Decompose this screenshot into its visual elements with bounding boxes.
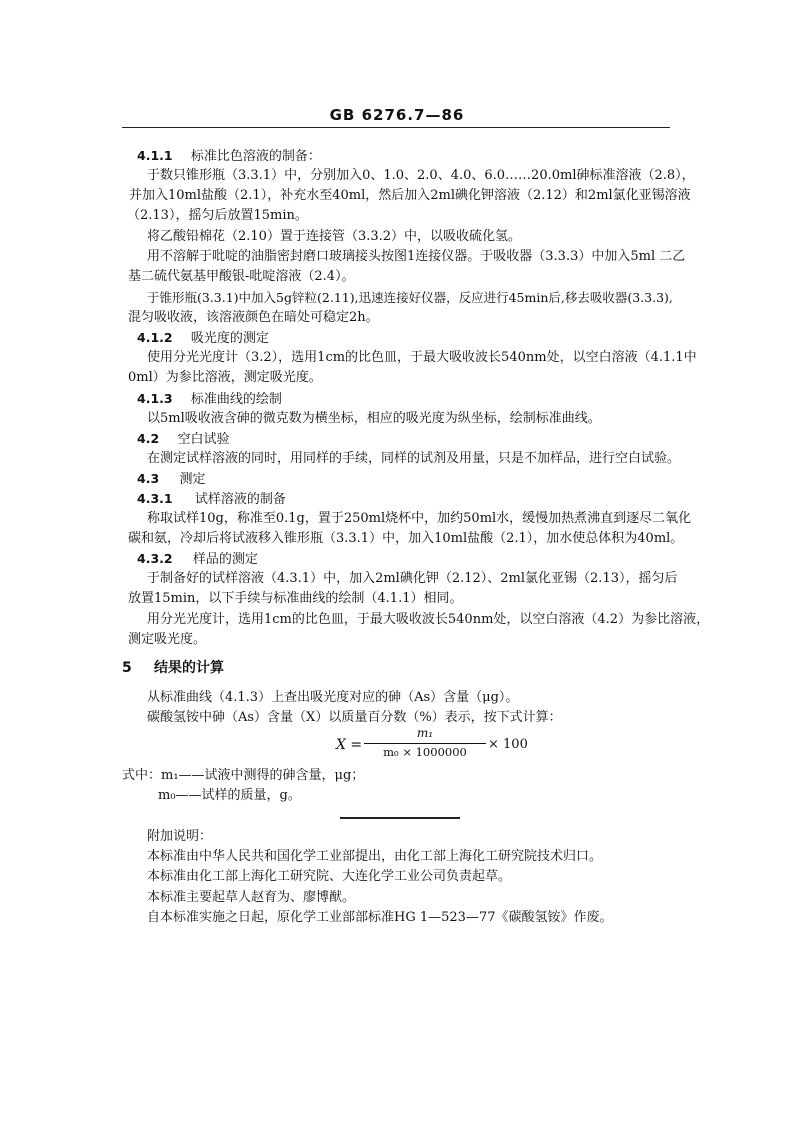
formula-variable-m0: m₀——试样的质量，g。 — [158, 788, 301, 803]
section-title: 吸光度的测定 — [190, 331, 269, 346]
paragraph-line: 基二硫代氨基甲酸银-吡啶溶液（2.4）。 — [128, 269, 355, 284]
section-4-3-heading — [137, 471, 205, 488]
section-title: 测定 — [179, 472, 206, 487]
section-number: 4.1.2 — [137, 330, 173, 345]
formula-numerator: m₁ — [416, 726, 434, 740]
section-4-2-heading — [137, 431, 229, 448]
section-title: 试样溶液的制备 — [194, 492, 286, 507]
paragraph-line: 于锥形瓶(3.3.1)中加入5g锌粒(2.11),迅速连接好仪器，反应进行45min后,移去吸收器(3.3.3), — [147, 290, 673, 305]
paragraph-line: 将乙酸铅棉花（2.10）置于连接管（3.3.2）中，以吸收硫化氢。 — [147, 229, 522, 244]
section-number: 4.1.3 — [137, 391, 173, 406]
paragraph-line: 从标准曲线（4.1.3）上查出吸光度对应的砷（As）含量（μg）。 — [147, 690, 519, 705]
section-number: 5 — [122, 660, 132, 676]
section-title: 空白试验 — [177, 432, 230, 447]
section-4-1-1-heading — [137, 148, 321, 165]
paragraph-line: 混匀吸收液，该溶液颜色在暗处可稳定2h。 — [128, 310, 379, 325]
section-title: 样品的测定 — [192, 552, 258, 567]
paragraph-line: 使用分光光度计（3.2），选用1cm的比色皿，于最大吸收波长540nm处，以空白溶液（4.1.1中 — [147, 350, 697, 365]
notes-title: 附加说明： — [147, 829, 213, 844]
section-number: 4.1.1 — [137, 148, 173, 163]
section-number: 4.3.1 — [137, 491, 173, 506]
paragraph-line: 在测定试样溶液的同时，用同样的手续，同样的试剂及用量，只是不加样品，进行空白试验。 — [147, 451, 681, 466]
fraction-bar — [364, 743, 486, 744]
formula-denominator: m₀ × 1000000 — [383, 745, 467, 759]
arsenic-content-formula — [336, 726, 528, 762]
paragraph-line: 0ml）为参比溶液，测定吸光度。 — [128, 370, 322, 385]
section-title: 标准曲线的绘制 — [190, 392, 282, 407]
note-line: 本标准由化工部上海化工研究院、大连化学工业公司负责起草。 — [147, 869, 512, 884]
formula-variable-m1: 式中：m₁——试液中测得的砷含量，μg； — [122, 768, 365, 783]
paragraph-line: 称取试样10g，称准至0.1g，置于250ml烧杯中，加约50ml水，缓慢加热煮沸直到逐尽二氧化 — [147, 511, 692, 526]
paragraph-line: 并加入10ml盐酸（2.1），补充水至40ml，然后加入2ml碘化钾溶液（2.12）和2ml氯化亚锡溶液 — [129, 188, 691, 203]
paragraph-line: （2.13），摇匀后放置15min。 — [127, 208, 308, 223]
section-number: 4.3 — [137, 471, 160, 486]
end-of-text-rule — [340, 817, 460, 819]
section-4-3-1-heading — [137, 491, 286, 508]
section-5-heading — [122, 660, 224, 677]
standard-number-header: GB 6276.7—86 — [329, 106, 465, 124]
paragraph-line: 碳和氨，冷却后将试液移入锥形瓶（3.3.1）中，加入10ml盐酸（2.1），加水使总体积为40ml。 — [128, 531, 684, 546]
section-4-1-2-heading — [137, 330, 269, 347]
formula-multiplier: × 100 — [488, 737, 528, 752]
paragraph-line: 放置15min，以下手续与标准曲线的绘制（4.1.1）相同。 — [128, 591, 463, 606]
section-number: 4.3.2 — [137, 551, 173, 566]
section-4-3-2-heading — [137, 551, 258, 568]
formula-lhs: X = — [336, 737, 363, 753]
paragraph-line: 测定吸光度。 — [128, 632, 207, 647]
header-rule — [122, 127, 670, 128]
section-4-1-3-heading — [137, 391, 282, 408]
note-line: 本标准由中华人民共和国化学工业部提出，由化工部上海化工研究院技术归口。 — [147, 849, 603, 864]
paragraph-line: 以5ml吸收液含砷的微克数为横坐标，相应的吸光度为纵坐标，绘制标准曲线。 — [147, 411, 601, 426]
note-line: 自本标准实施之日起，原化学工业部部标准HG 1—523—77《碳酸氢铵》作废。 — [147, 910, 613, 925]
paragraph-line: 于数只锥形瓶（3.3.1）中，分别加入0、1.0、2.0、4.0、6.0……20.0ml砷标准溶液（2.8）， — [147, 168, 695, 183]
section-title: 标准比色溶液的制备： — [190, 149, 321, 164]
paragraph-line: 用不溶解于吡啶的油脂密封磨口玻璃接头按图1连接仪器。于吸收器（3.3.3）中加入5ml 二乙 — [147, 249, 686, 264]
paragraph-line: 用分光光度计，选用1cm的比色皿，于最大吸收波长540nm处，以空白溶液（4.2）为参比溶液， — [147, 612, 710, 627]
note-line: 本标准主要起草人赵育为、廖博猷。 — [147, 890, 356, 905]
section-title: 结果的计算 — [154, 660, 225, 676]
section-number: 4.2 — [137, 431, 160, 446]
paragraph-line: 于制备好的试样溶液（4.3.1）中，加入2ml碘化钾（2.12）、2ml氯化亚锡（2.13），摇匀后 — [147, 571, 678, 586]
paragraph-line: 碳酸氢铵中砷（As）含量（X）以质量百分数（%）表示，按下式计算： — [147, 710, 562, 725]
